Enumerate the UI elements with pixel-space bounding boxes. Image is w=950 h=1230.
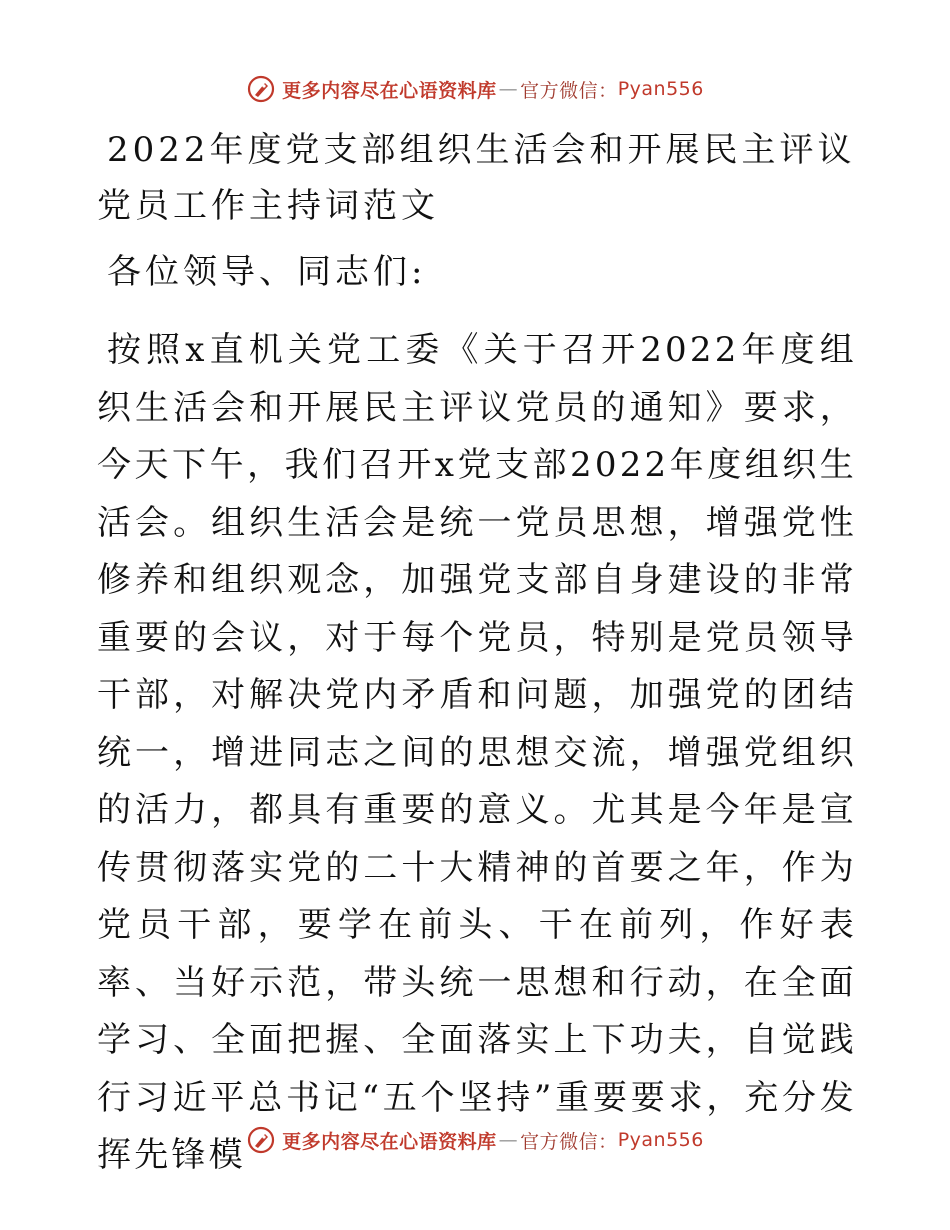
document-title: 2022年度党支部组织生活会和开展民主评议党员工作主持词范文 [97, 130, 856, 226]
watermark-dash: — [498, 1129, 519, 1151]
watermark-dash: — [498, 78, 519, 100]
watermark-wechat-id: Pyan556 [617, 1129, 704, 1151]
watermark-sub-text: 官方微信： [520, 79, 618, 102]
watermark-footer [0, 1123, 950, 1157]
watermark-wechat-id: Pyan556 [617, 78, 704, 100]
document-greeting: 各位领导、同志们: [107, 252, 427, 292]
watermark-header [0, 72, 950, 106]
pen-nib-logo-icon [246, 74, 276, 104]
watermark-main-text: 更多内容尽在心语资料库 [282, 1130, 497, 1153]
watermark-sub-text: 官方微信： [520, 1130, 618, 1153]
document-paragraph: 按照x直机关党工委《关于召开2022年度组织生活会和开展民主评议党员的通知》要求，今天下午，我们召开x党支部2022年度组织生活会。组织生活会是统一党员思想，增强党性修养和组织观念，加强党支部自身建设的非常重要的会议，对于每个党员，特别是党员领导干部，对解决党内矛盾和问题，加强党的团结统一，增进同志之间的思想交流，增强党组织的活力，都具有重要的意义。尤其是今年是宣传贯彻落实党的二十大精神的首要之年，作为党员干部，要学在前头、干在前列，作好表率、当好示范，带头统一思想和行动，在全面学习、全面把握、全面落实上下功夫，自觉践行习近平总书记“五个坚持”重要要求，充分发挥先锋模 [97, 330, 857, 1175]
pen-nib-logo-icon [246, 1125, 276, 1155]
document-body [97, 122, 857, 1185]
watermark-main-text: 更多内容尽在心语资料库 [282, 79, 497, 102]
